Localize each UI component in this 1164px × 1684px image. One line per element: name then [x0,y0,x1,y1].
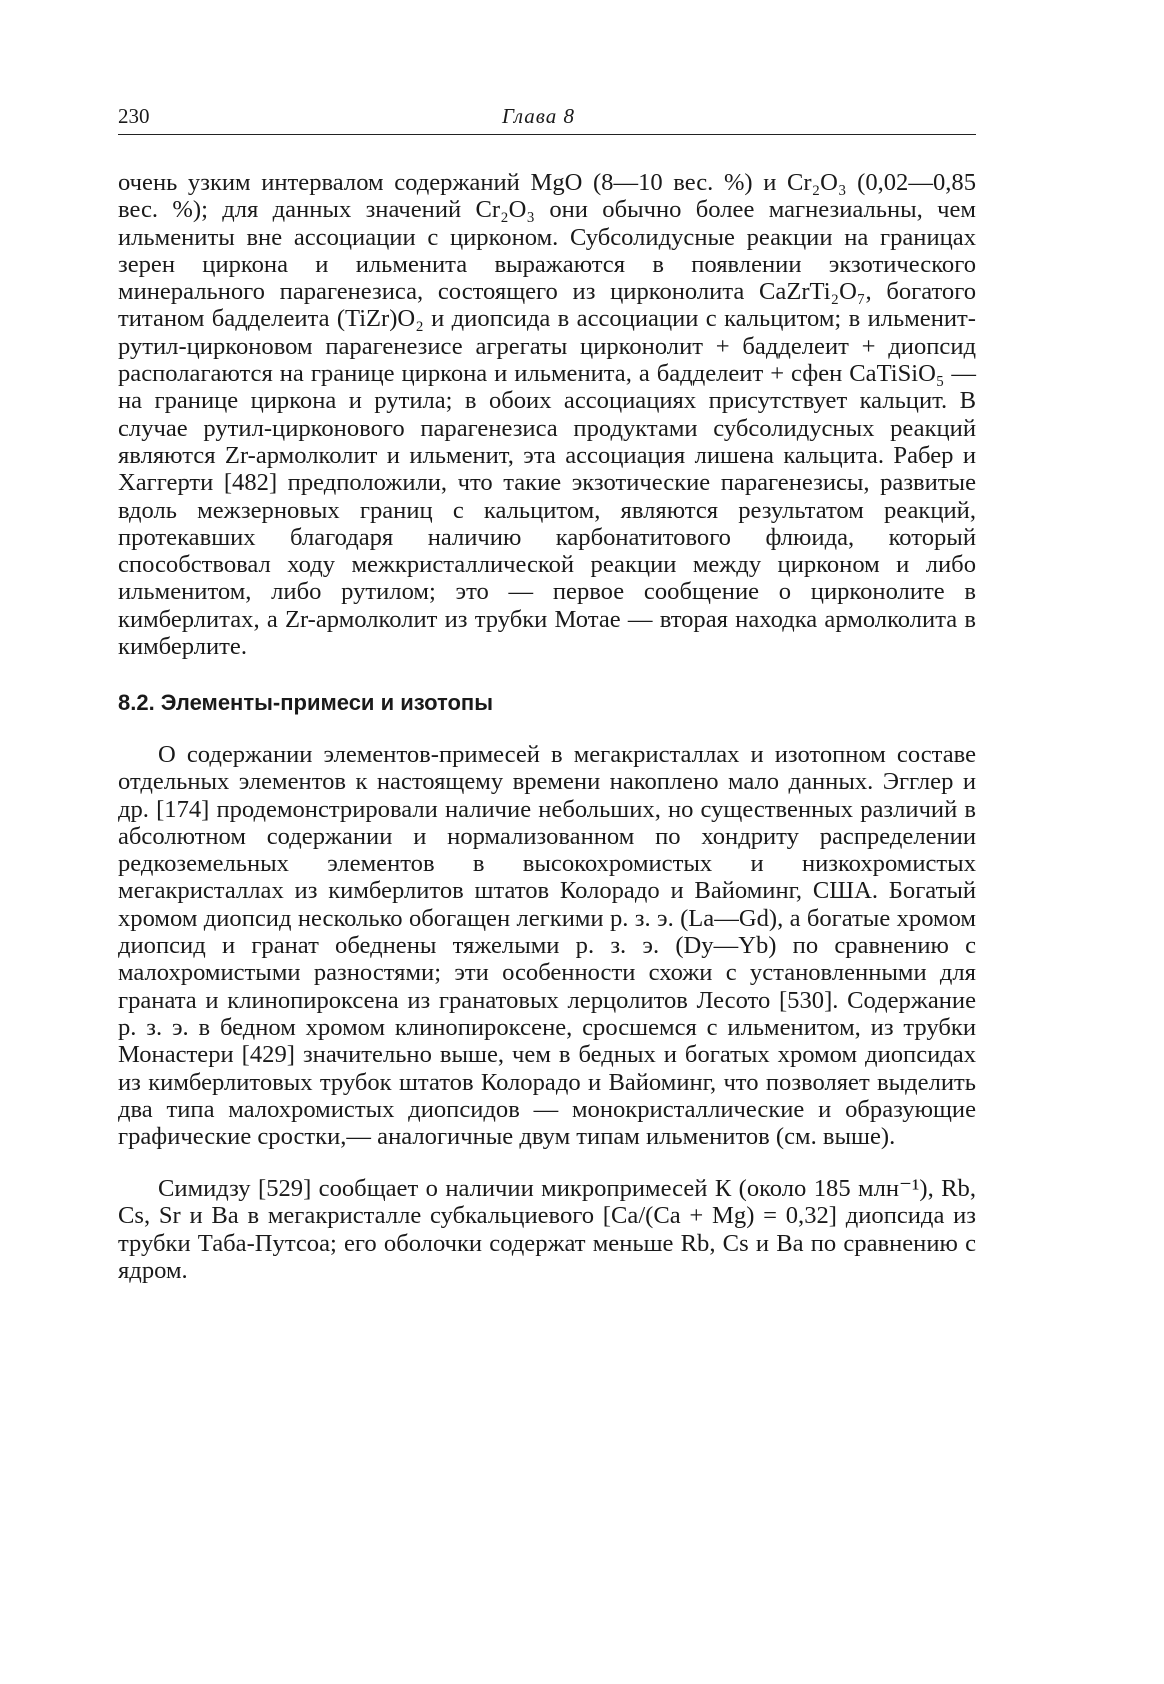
body-paragraph: О содержании элементов-примесей в мегакристаллах и изотопном составе отдельных элементов к настоящему времени накоплено мало данных. Эгглер и др. [174] продемонстрировали наличие небольших, но существенных различий в абсолютном содержании и нормализованном по хондриту распределении редкоземельных элементов в высокохромистых и низкохромистых мегакристаллах из кимберлитов штатов Колорадо и Вайоминг, США. Богатый хромом диопсид несколько обогащен легкими р. з. э. (La—Gd), а богатые хромом диопсид и гранат обеднены тяжелыми р. з. э. (Dy—Yb) по сравнению с малохромистыми разностями; эти особенности схожи с установленными для граната и клинопироксена из гранатовых лерцолитов Лесото [530]. Содержание р. з. э. в бедном хромом клинопироксене, сросшемся с ильменитом, из трубки Монастери [429] значительно выше, чем в бедных и богатых хромом диопсидах из кимберлитовых трубок штатов Колорадо и Вайоминг, что позволяет выделить два типа малохромистых диопсидов — монокристаллические и образующие графические сростки,— аналогичные двум типам ильменитов (см. выше). [118,740,976,1151]
section-heading: 8.2. Элементы-примеси и изотопы [118,690,494,716]
body-paragraph: очень узким интервалом содержаний MgO (8—10 вес. %) и Cr₂O₃ (0,02—0,85 вес. %); для данных значений Cr₂O₃ они обычно более магнезиальны, чем ильмениты вне ассоциации с цирконом. Субсолидусные реакции на границах зерен циркона и ильменита выражаются в появлении экзотического минерального парагенезиса, состоящего из цирконолита CaZrTi₂O₇, богатого титаном бадделеита (TiZr)O₂ и диопсида в ассоциации с кальцитом; в ильменит-рутил-цирконовом парагенезисе агрегаты цирконолит + бадделеит + диопсид располагаются на границе циркона и ильменита, а бадделеит + сфен CaTiSiO₅ — на границе циркона и рутила; в обоих ассоциациях присутствует кальцит. В случае рутил-цирконового парагенезиса продуктами субсолидусных реакций являются Zr-армолколит и ильменит, эта ассоциация лишена кальцита. Рабер и Хаггерти [482] предположили, что такие экзотические парагенезисы, развитые вдоль межзерновых границ с кальцитом, являются результатом реакций, протекавших благодаря наличию карбонатитового флюида, который способствовал ходу межкристаллической реакции между цирконом и либо ильменитом, либо рутилом; это — первое сообщение о цирконолите в кимберлитах, а Zr-армолколит из трубки Мотае — вторая находка армолколита в кимберлите. [118,169,976,661]
body-paragraph: Симидзу [529] сообщает о наличии микропримесей К (около 185 млн⁻¹), Rb, Cs, Sr и Ba в мегакристалле субкальциевого [Ca/(Ca + Mg) = 0,32] диопсида из трубки Таба-Путсоа; его оболочки содержат меньше Rb, Cs и Ba по сравнению с ядром. [118,1174,976,1284]
page [118,100,976,1309]
page-header [118,100,976,135]
running-head: Глава 8 [502,104,575,128]
page-number: 230 [118,104,150,128]
